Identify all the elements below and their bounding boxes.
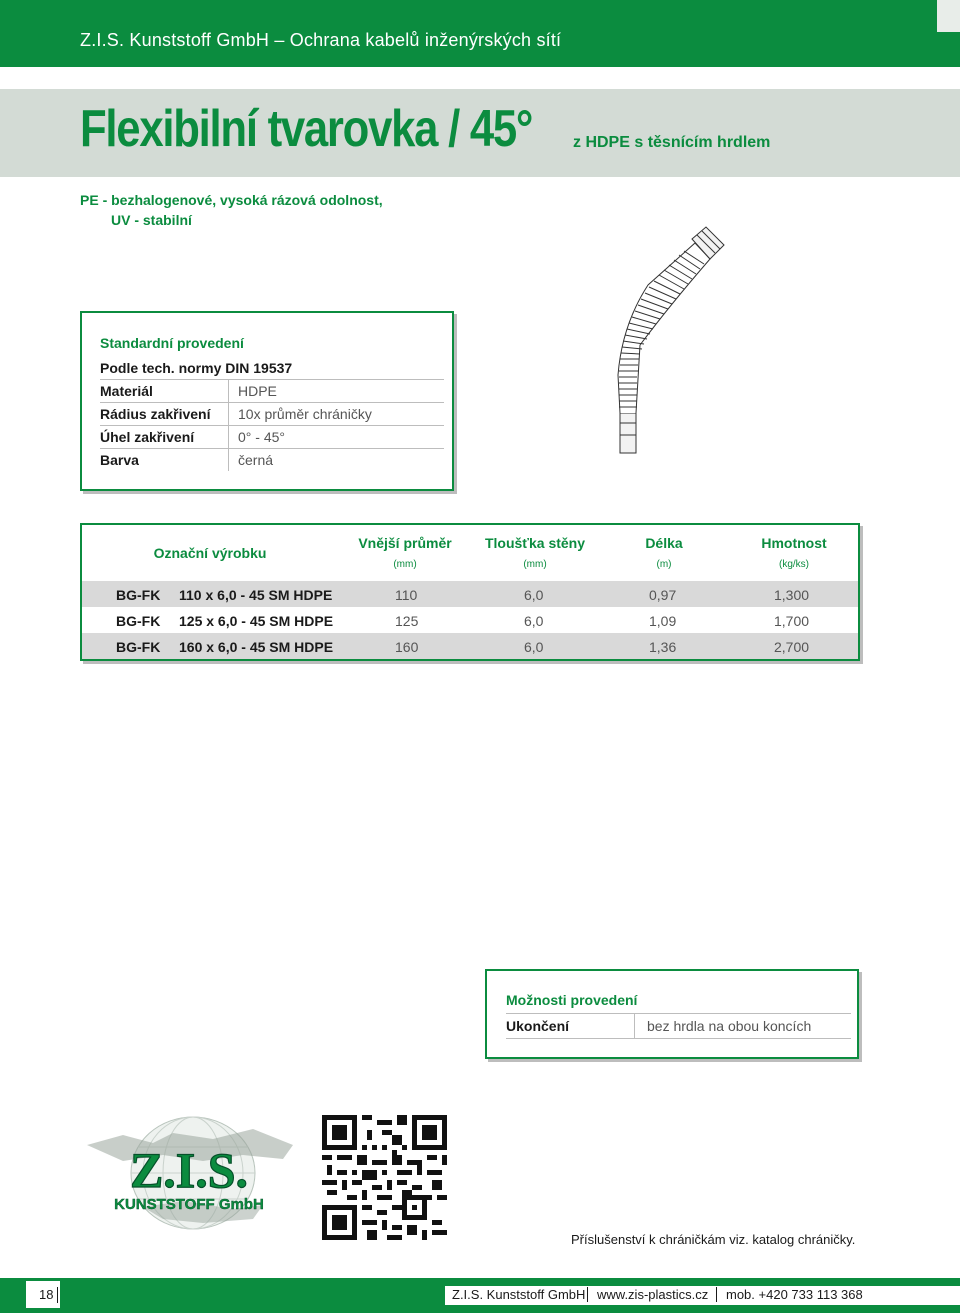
- accessories-note: Příslušenství k chráničkám viz. katalog chráničky.: [571, 1232, 856, 1247]
- column-unit: (mm): [393, 559, 417, 570]
- title-band: [0, 89, 960, 177]
- spec-label: Barva: [100, 452, 139, 468]
- spec-value: 0° - 45°: [238, 429, 285, 445]
- product-prefix: BG-FK: [116, 613, 161, 629]
- diameter-cell: 125: [395, 613, 419, 629]
- spec-label: Úhel zakřivení: [100, 429, 195, 445]
- weight-cell: 2,700: [774, 639, 810, 655]
- product-subtitle: z HDPE s těsnícím hrdlem: [573, 134, 771, 151]
- product-name: 160 x 6,0 - 45 SM HDPE: [179, 639, 334, 655]
- footer-company: Z.I.S. Kunststoff GmbH: [452, 1287, 586, 1302]
- spec-row: [100, 425, 444, 449]
- option-value: bez hrdla na obou koncích: [647, 1018, 812, 1034]
- property-line: PE - bezhalogenové, vysoká rázová odolnost,: [80, 192, 383, 208]
- spec-value: HDPE: [238, 383, 277, 399]
- spec-row: [100, 448, 444, 471]
- page-number: 18: [39, 1287, 54, 1302]
- spec-value: 10x průměr chráničky: [238, 406, 372, 422]
- header-title: Z.I.S. Kunststoff GmbH – Ochrana kabelů inženýrských sítí: [80, 30, 562, 50]
- page-number-divider: [57, 1287, 58, 1303]
- wall-cell: 6,0: [524, 613, 544, 629]
- diameter-cell: 160: [395, 639, 419, 655]
- table-row: [82, 633, 858, 659]
- divider: [228, 448, 229, 471]
- spec-label: Rádius zakřivení: [100, 406, 211, 422]
- options-heading: Možnosti provedení: [506, 992, 638, 1008]
- footer-contact: [445, 1286, 960, 1305]
- length-cell: 1,36: [649, 639, 677, 655]
- column-unit: (m): [656, 559, 672, 570]
- logo-text-top: Z.I.S.: [129, 1142, 249, 1198]
- standard-heading: Standardní provedení: [100, 335, 244, 351]
- standard-spec-box: [80, 311, 454, 491]
- table-row: [82, 607, 858, 633]
- norm-label: Podle tech. normy DIN 19537: [100, 360, 293, 376]
- column-unit: (mm): [523, 559, 547, 570]
- product-table: [80, 523, 860, 661]
- wall-cell: 6,0: [524, 639, 544, 655]
- option-label: Ukončení: [506, 1018, 570, 1034]
- options-box: [485, 969, 859, 1059]
- weight-cell: 1,300: [774, 587, 810, 603]
- header-corner: [937, 0, 960, 32]
- divider: [634, 1014, 635, 1038]
- spec-row: [100, 402, 444, 426]
- page-number-box: [26, 1281, 60, 1308]
- footer-divider: [716, 1287, 717, 1302]
- spec-label: Materiál: [100, 383, 153, 399]
- length-cell: 0,97: [649, 587, 677, 603]
- column-header: Označní výrobku: [153, 545, 267, 561]
- divider: [228, 402, 229, 425]
- option-row: [506, 1013, 851, 1039]
- footer-bar: [0, 1278, 960, 1313]
- property-line: UV - stabilní: [111, 212, 192, 228]
- product-name: 125 x 6,0 - 45 SM HDPE: [179, 613, 334, 629]
- logo-text-bottom: KUNSTSTOFF GmbH: [114, 1196, 264, 1213]
- footer-divider: [587, 1287, 588, 1302]
- column-header: Hmotnost: [761, 535, 827, 551]
- column-header: Vnější průměr: [358, 535, 452, 551]
- column-header: Tloušťka stěny: [484, 535, 586, 551]
- wall-cell: 6,0: [524, 587, 544, 603]
- company-logo: [83, 1115, 295, 1240]
- product-name: 110 x 6,0 - 45 SM HDPE: [179, 587, 333, 603]
- product-prefix: BG-FK: [116, 639, 161, 655]
- spec-value: černá: [238, 452, 274, 468]
- column-header: Délka: [645, 535, 683, 551]
- table-row: [82, 581, 858, 607]
- footer-phone: mob. +420 733 113 368: [726, 1287, 863, 1302]
- product-prefix: BG-FK: [116, 587, 161, 603]
- norm-row: [100, 356, 444, 380]
- footer-website[interactable]: www.zis-plastics.cz: [597, 1287, 709, 1302]
- diameter-cell: 110: [395, 587, 418, 603]
- length-cell: 1,09: [649, 613, 677, 629]
- qr-code: [322, 1115, 447, 1240]
- column-unit: (kg/ks): [779, 559, 809, 570]
- divider: [228, 379, 229, 402]
- header-bar: [0, 0, 960, 67]
- product-title: Flexibilní tvarovka / 45°: [80, 100, 533, 158]
- flexible-pipe-illustration: [600, 225, 740, 455]
- divider: [228, 425, 229, 448]
- spec-row: [100, 379, 444, 403]
- weight-cell: 1,700: [774, 613, 810, 629]
- product-properties: [80, 190, 383, 230]
